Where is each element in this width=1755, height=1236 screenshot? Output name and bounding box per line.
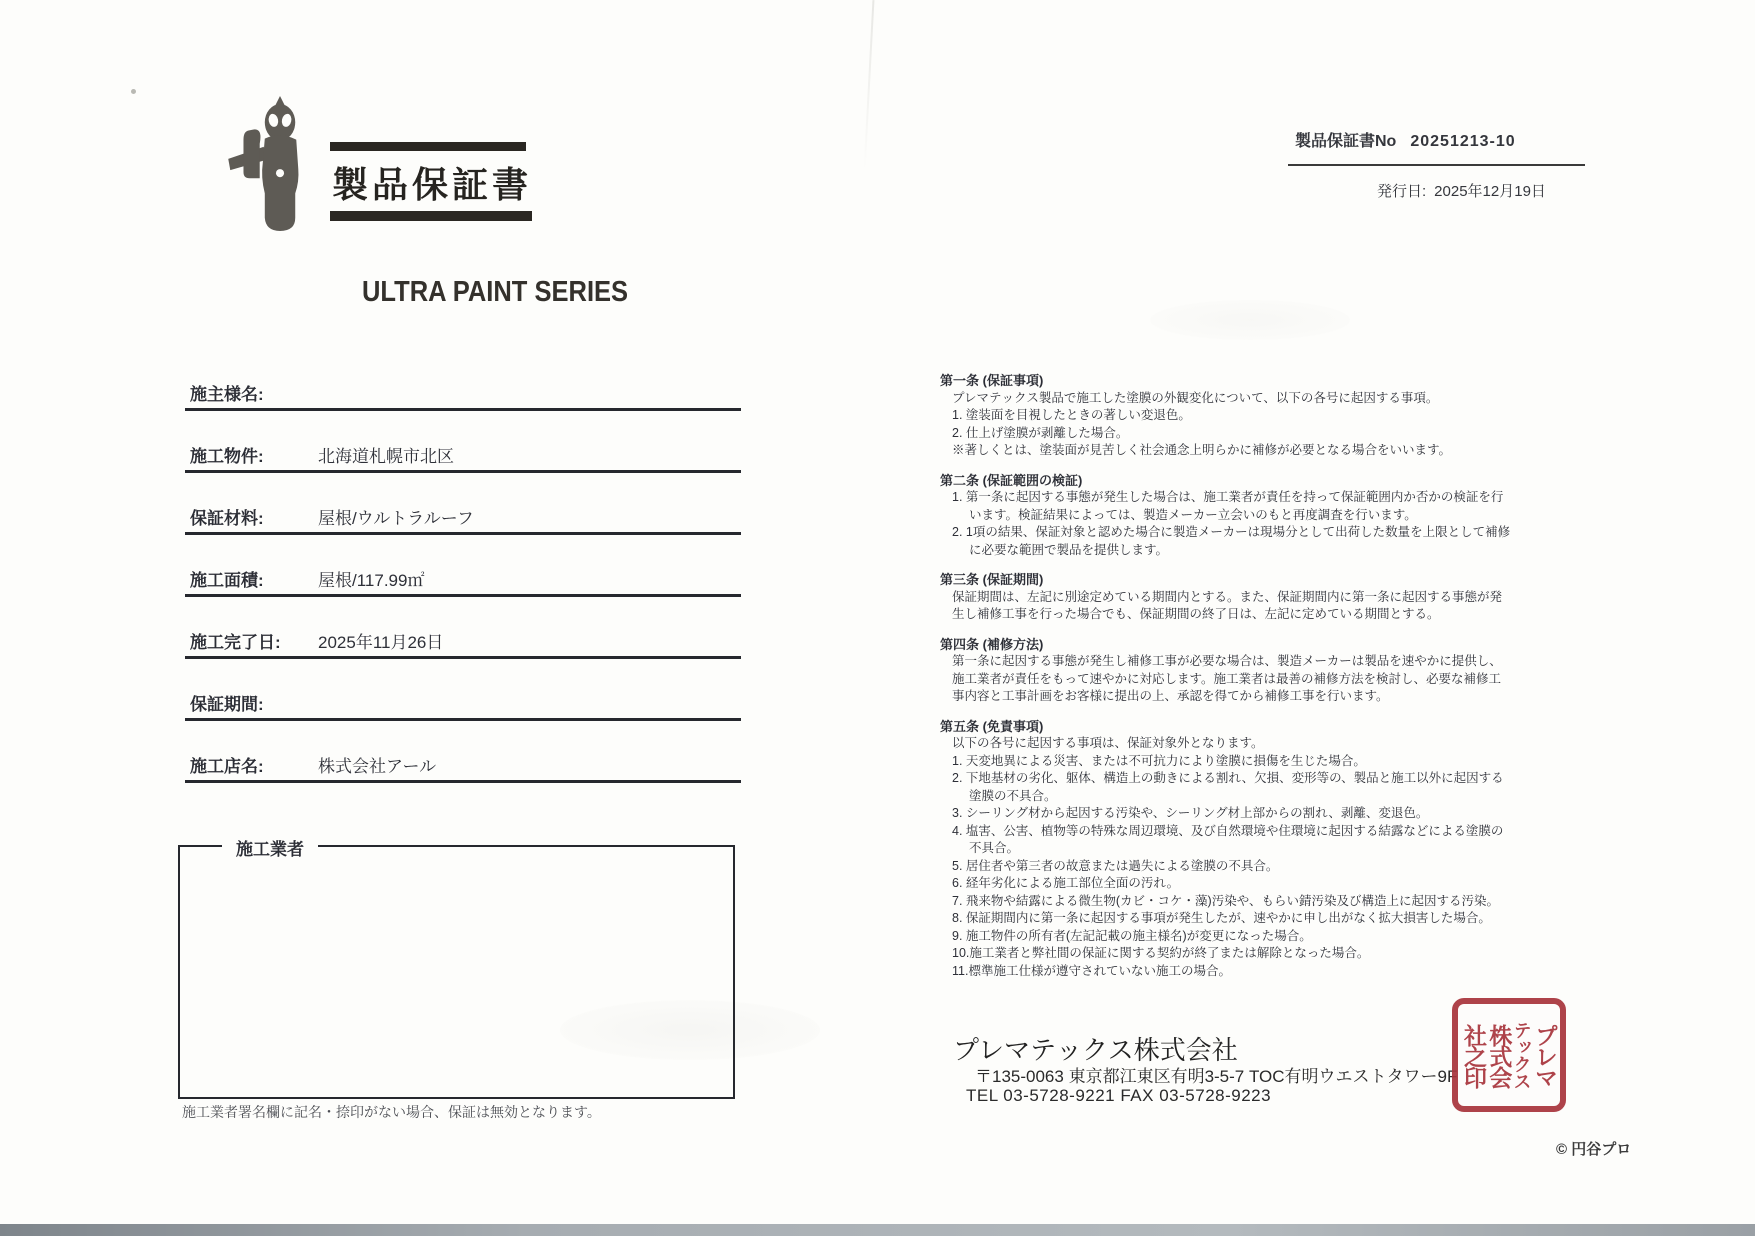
copyright-notice: © 円谷プロ (1556, 1141, 1632, 1158)
scan-speck (131, 89, 136, 94)
brand-series-name: ULTRA PAINT SERIES (362, 276, 629, 308)
term-item: 2. 仕上げ塗膜が剥離した場合。 (952, 425, 1129, 440)
term-heading: 第二条 (保証範囲の検証) (940, 472, 1083, 488)
form-field-value: 屋根/ウルトラルーフ (318, 509, 474, 528)
term-item: 3. シーリング材から起因する汚染や、シーリング材上部からの割れ、剥離、変退色。 (952, 806, 1429, 820)
contractor-signature-box (178, 840, 735, 1099)
term-intro: 以下の各号に起因する事項は、保証対象外となります。 (952, 736, 1264, 750)
form-field-label: 施工完了日: (190, 633, 281, 652)
company-address: 〒135-0063 東京都江東区有明3-5-7 TOC有明ウエストタワー9F (975, 1067, 1458, 1086)
form-field-label: 保証材料: (190, 509, 264, 528)
warranty-terms (940, 372, 1512, 992)
term-body (940, 489, 1512, 559)
form-field-value: 北海道札幌市北区 (318, 447, 454, 466)
issue-date (1377, 180, 1546, 201)
company-seal-stamp (1452, 998, 1566, 1112)
stamp-column: 株式会 (1486, 1023, 1513, 1087)
term-section (940, 636, 1512, 706)
term-body (940, 390, 1512, 460)
term-intro: 保証期間は、左記に別途定めている期間内とする。また、保証期間内に第一条に起因する事態が発生し補修工事を行った場合でも、保証期間の終了日は、左記に定めている期間とする。 (952, 589, 1503, 621)
term-item: 4. 塩害、公害、植物等の特殊な周辺環境、及び自然環境や住環境に起因する結露などによる塗膜の不具合。 (952, 823, 1504, 855)
term-item: 6. 経年劣化による施工部位全面の汚れ。 (952, 876, 1180, 890)
term-item: 9. 施工物件の所有者(左記記載の施主様名)が変更になった場合。 (952, 928, 1312, 943)
term-body (940, 589, 1512, 624)
form-field-label: 施主様名: (190, 385, 264, 404)
form-field-row (185, 628, 741, 659)
form-field-label: 施工店名: (190, 757, 264, 776)
term-item: 10.施工業者と弊社間の保証に関する契約が終了または解除となった場合。 (952, 946, 1370, 960)
form-field-row (185, 566, 741, 597)
term-section (940, 718, 1512, 981)
term-heading: 第三条 (保証期間) (940, 572, 1044, 587)
term-item: 1. 塗装面を目視したときの著しい変退色。 (952, 408, 1191, 422)
term-body (940, 735, 1512, 980)
term-section (940, 372, 1512, 460)
contractor-signature-note: 施工業者署名欄に記名・捺印がない場合、保証は無効となります。 (182, 1104, 601, 1120)
scan-smudge (1150, 300, 1350, 340)
scanner-edge-strip (0, 1224, 1755, 1236)
issue-date-value: 2025年12月19日 (1434, 183, 1546, 200)
term-item: 7. 飛来物や結露による微生物(カビ・コケ・藻)汚染や、もらい錆汚染及び構造上に起因する汚染。 (952, 893, 1499, 908)
term-item: 2. 下地基材の劣化、躯体、構造上の動きによる割れ、欠損、変形等の、製品と施工以外に起因する塗膜の不具合。 (952, 771, 1504, 803)
term-item: 5. 居住者や第三者の故意または過失による塗膜の不具合。 (952, 858, 1279, 873)
term-section (940, 571, 1512, 624)
term-item: 1. 天変地異による災害、または不可抗力により塗膜に損傷を生じた場合。 (952, 753, 1366, 768)
stamp-column: テックス (1511, 1021, 1532, 1089)
form-field-label: 施工物件: (190, 447, 264, 466)
form-field-row (185, 752, 741, 783)
term-item: 11.標準施工仕様が遵守されていない施工の場合。 (952, 963, 1231, 978)
document-number-value: 20251213-10 (1410, 133, 1516, 150)
term-body (940, 653, 1512, 706)
company-tel-fax: TEL 03-5728-9221 FAX 03-5728-9223 (966, 1086, 1272, 1105)
certificate-title: 製品保証書 (332, 165, 533, 205)
company-name: プレマテックス株式会社 (953, 1035, 1238, 1065)
document-number-label: 製品保証書No (1295, 133, 1397, 150)
ultraman-silhouette-icon (228, 96, 330, 237)
title-rule-top (330, 142, 526, 151)
contractor-box-legend: 施工業者 (222, 835, 318, 860)
document-number (1295, 128, 1516, 151)
term-intro: 第一条に起因する事態が発生し補修工事が必要な場合は、製造メーカーは製品を速やかに提供し、施工業者が責任をもって速やかに対応します。施工業者は最善の補修方法を検討し、必要な補修工事内容と工事計画をお客様に提出の上、承認を得てから補修工事を行います。 (952, 654, 1502, 703)
term-heading: 第五条 (免責事項) (940, 718, 1044, 734)
stamp-column: 社之印 (1461, 1023, 1487, 1087)
term-section (940, 472, 1512, 560)
form-field-value: 2025年11月26日 (318, 633, 444, 652)
form-field-row (185, 380, 741, 411)
scan-fold-line (864, 0, 875, 170)
term-intro: プレマテックス製品で施工した塗膜の外観変化について、以下の各号に起因する事項。 (952, 390, 1439, 405)
term-item: 2. 1項の結果、保証対象と認めた場合に製造メーカーは現場分として出荷した数量を上限として補修に必要な範囲で製品を提供します。 (952, 525, 1511, 557)
title-rule-bottom (330, 211, 532, 221)
term-heading: 第一条 (保証事項) (940, 373, 1044, 388)
term-item: 1. 第一条に起因する事態が発生した場合は、施工業者が責任を持って保証範囲内か否かの検証を行います。検証結果によっては、製造メーカー立会いのもと再度調査を行います。 (952, 490, 1504, 522)
form-field-row (185, 442, 741, 473)
term-item: 8. 保証期間内に第一条に起因する事項が発生したが、速やかに申し出がなく拡大損害した場合。 (952, 911, 1491, 925)
document-number-underline (1288, 164, 1585, 166)
term-item: ※著しくとは、塗装面が見苦しく社会通念上明らかに補修が必要となる場合をいいます。 (952, 443, 1452, 457)
form-field-value: 株式会社アール (318, 757, 437, 776)
form-field-value: 屋根/117.99㎡ (318, 571, 425, 590)
form-field-row (185, 690, 741, 721)
form-field-label: 保証期間: (190, 695, 264, 714)
term-heading: 第四条 (補修方法) (940, 636, 1044, 652)
stamp-column: プレマ (1531, 1023, 1558, 1087)
form-field-label: 施工面積: (190, 571, 264, 590)
form-field-row (185, 504, 741, 535)
issue-date-label: 発行日: (1377, 183, 1427, 200)
